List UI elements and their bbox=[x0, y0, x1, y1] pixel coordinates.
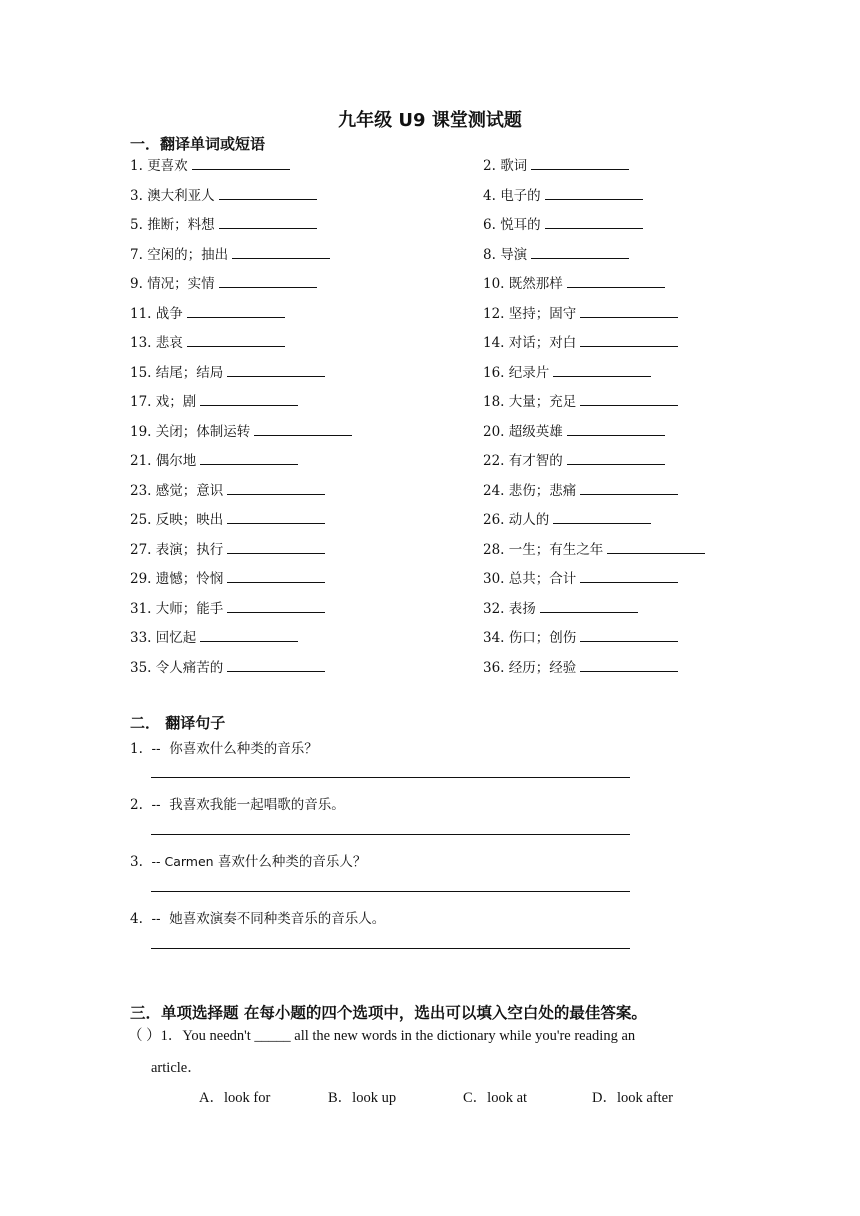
vocab-number: 28. bbox=[483, 541, 505, 558]
vocab-item-33 bbox=[130, 626, 298, 646]
vocab-number: 36. bbox=[483, 659, 505, 676]
vocab-blank[interactable] bbox=[227, 510, 325, 524]
vocab-number: 21. bbox=[130, 453, 152, 469]
vocab-item-29 bbox=[130, 567, 325, 587]
vocab-term: 超级英雄 bbox=[508, 423, 563, 440]
vocab-item-34 bbox=[483, 626, 678, 646]
vocab-item-24 bbox=[483, 479, 678, 499]
question-text: You needn't _____ all the new words in the dictionary while you're reading an bbox=[182, 1028, 636, 1044]
vocab-term: 推断；料想 bbox=[147, 217, 215, 233]
vocab-item-12 bbox=[483, 302, 678, 322]
vocab-number: 14. bbox=[483, 335, 505, 351]
vocab-term: 回忆起 bbox=[155, 630, 197, 646]
vocab-item-31 bbox=[130, 597, 325, 617]
vocab-term: 纪录片 bbox=[508, 364, 550, 381]
vocab-term: 关闭；体制运转 bbox=[155, 423, 251, 440]
vocab-item-2 bbox=[483, 154, 629, 174]
vocab-number: 7. bbox=[130, 246, 143, 263]
vocab-item-35 bbox=[130, 656, 325, 676]
vocab-blank[interactable] bbox=[227, 363, 325, 377]
vocab-blank[interactable] bbox=[580, 333, 678, 347]
vocab-blank[interactable] bbox=[607, 540, 705, 554]
answer-line-2[interactable] bbox=[151, 834, 630, 835]
sentence-dash: -- bbox=[151, 854, 161, 869]
vocab-item-25 bbox=[130, 508, 325, 528]
sentence-text: 你喜欢什么种类的音乐？ bbox=[169, 741, 318, 757]
vocab-term: 更喜欢 bbox=[147, 158, 188, 174]
vocab-number: 2. bbox=[483, 158, 496, 174]
sentence-number: 4. bbox=[130, 911, 143, 927]
sentence-text: 喜欢什么种类的音乐人？ bbox=[217, 854, 367, 870]
vocab-number: 5. bbox=[130, 217, 143, 233]
vocab-term: 经历；经验 bbox=[508, 659, 577, 676]
vocab-item-36 bbox=[483, 656, 678, 676]
vocab-term: 偶尔地 bbox=[155, 453, 197, 469]
vocab-blank[interactable] bbox=[540, 599, 638, 613]
option-a[interactable]: A．look for bbox=[199, 1090, 271, 1106]
vocab-term: 空闲的；抽出 bbox=[147, 246, 229, 263]
vocab-blank[interactable] bbox=[580, 658, 678, 672]
vocab-term: 令人痛苦的 bbox=[155, 659, 224, 676]
vocab-term: 悲伤；悲痛 bbox=[508, 482, 577, 499]
vocab-blank[interactable] bbox=[580, 481, 678, 495]
vocab-number: 11. bbox=[130, 305, 152, 322]
answer-line-1[interactable] bbox=[151, 777, 630, 778]
vocab-item-28 bbox=[483, 538, 705, 558]
answer-paren[interactable]: （ ） bbox=[128, 1028, 161, 1044]
vocab-blank[interactable] bbox=[227, 540, 325, 554]
vocab-item-3 bbox=[130, 184, 317, 204]
sentence-item-4 bbox=[130, 907, 385, 927]
vocab-number: 24. bbox=[483, 482, 505, 499]
page-title: 九年级 U9 课堂测试题 bbox=[338, 110, 522, 131]
vocab-number: 15. bbox=[130, 364, 152, 381]
vocab-item-32 bbox=[483, 597, 638, 617]
vocab-item-26 bbox=[483, 508, 651, 528]
vocab-item-14 bbox=[483, 331, 678, 351]
vocab-item-23 bbox=[130, 479, 325, 499]
vocab-term: 感觉；意识 bbox=[155, 482, 224, 499]
vocab-term: 大量；充足 bbox=[508, 394, 577, 410]
vocab-number: 32. bbox=[483, 600, 505, 617]
vocab-item-7 bbox=[130, 243, 330, 263]
vocab-blank[interactable] bbox=[553, 363, 651, 377]
option-c[interactable]: C．look at bbox=[463, 1090, 528, 1106]
vocab-item-21 bbox=[130, 449, 298, 469]
vocab-item-1 bbox=[130, 154, 290, 174]
vocab-number: 16. bbox=[483, 364, 505, 381]
vocab-item-20 bbox=[483, 420, 665, 440]
section2-heading: 二． 翻译句子 bbox=[130, 714, 226, 732]
option-d[interactable]: D．look after bbox=[592, 1090, 673, 1106]
vocab-item-10 bbox=[483, 272, 665, 292]
sentence-latin-name: Carmen bbox=[164, 854, 214, 869]
vocab-number: 4. bbox=[483, 187, 496, 204]
option-b[interactable]: B．look up bbox=[328, 1090, 397, 1106]
vocab-number: 6. bbox=[483, 217, 496, 233]
vocab-blank[interactable] bbox=[219, 215, 317, 229]
sentence-number: 2. bbox=[130, 797, 143, 813]
vocab-blank[interactable] bbox=[227, 599, 325, 613]
vocab-item-5 bbox=[130, 213, 317, 233]
vocab-term: 表扬 bbox=[508, 600, 536, 617]
vocab-item-22 bbox=[483, 449, 665, 469]
vocab-term: 既然那样 bbox=[508, 276, 563, 292]
vocab-blank[interactable] bbox=[567, 451, 665, 465]
vocab-number: 1. bbox=[130, 158, 143, 174]
vocab-term: 遗憾；怜悯 bbox=[155, 571, 224, 587]
vocab-blank[interactable] bbox=[545, 186, 643, 200]
vocab-blank[interactable] bbox=[200, 392, 298, 406]
vocab-number: 26. bbox=[483, 512, 505, 528]
answer-line-3[interactable] bbox=[151, 891, 630, 892]
vocab-number: 9. bbox=[130, 276, 143, 292]
sentence-dash: -- bbox=[151, 741, 161, 757]
vocab-item-30 bbox=[483, 567, 678, 587]
sentence-text: 她喜欢演奏不同种类音乐的音乐人。 bbox=[169, 911, 386, 927]
vocab-term: 悦耳的 bbox=[500, 217, 541, 233]
vocab-number: 17. bbox=[130, 394, 152, 410]
vocab-blank[interactable] bbox=[200, 451, 298, 465]
vocab-term: 有才智的 bbox=[508, 453, 563, 469]
vocab-blank[interactable] bbox=[531, 245, 629, 259]
answer-line-4[interactable] bbox=[151, 948, 630, 949]
sentence-item-1 bbox=[130, 737, 318, 757]
sentence-dash: -- bbox=[151, 911, 161, 927]
vocab-number: 18. bbox=[483, 394, 505, 410]
sentence-dash: -- bbox=[151, 797, 161, 813]
vocab-blank[interactable] bbox=[232, 245, 330, 259]
question-number: 1． bbox=[160, 1028, 183, 1044]
vocab-blank[interactable] bbox=[192, 156, 290, 170]
vocab-blank[interactable] bbox=[580, 569, 678, 583]
vocab-term: 导演 bbox=[500, 246, 528, 263]
vocab-blank[interactable] bbox=[553, 510, 651, 524]
question-1-continuation: article． bbox=[151, 1060, 202, 1076]
vocab-number: 23. bbox=[130, 482, 152, 499]
vocab-item-13 bbox=[130, 331, 285, 351]
vocab-term: 情况；实情 bbox=[147, 276, 215, 292]
vocab-blank[interactable] bbox=[580, 628, 678, 642]
vocab-blank[interactable] bbox=[227, 481, 325, 495]
section1-heading: 一．翻译单词或短语 bbox=[130, 135, 266, 153]
vocab-blank[interactable] bbox=[580, 392, 678, 406]
vocab-term: 战争 bbox=[155, 305, 183, 322]
vocab-item-11 bbox=[130, 302, 285, 322]
vocab-blank[interactable] bbox=[227, 658, 325, 672]
vocab-item-8 bbox=[483, 243, 629, 263]
vocab-blank[interactable] bbox=[531, 156, 629, 170]
vocab-item-15 bbox=[130, 361, 325, 381]
vocab-number: 3. bbox=[130, 187, 143, 204]
vocab-number: 13. bbox=[130, 335, 152, 351]
sentence-text: 我喜欢我能一起唱歌的音乐。 bbox=[169, 797, 345, 813]
vocab-item-27 bbox=[130, 538, 325, 558]
vocab-number: 35. bbox=[130, 659, 152, 676]
vocab-blank[interactable] bbox=[187, 304, 285, 318]
vocab-item-18 bbox=[483, 390, 678, 410]
vocab-blank[interactable] bbox=[227, 569, 325, 583]
vocab-blank[interactable] bbox=[254, 422, 352, 436]
vocab-term: 坚持；固守 bbox=[508, 305, 577, 322]
vocab-item-16 bbox=[483, 361, 651, 381]
sentence-number: 3. bbox=[130, 854, 143, 870]
vocab-blank[interactable] bbox=[580, 304, 678, 318]
vocab-blank[interactable] bbox=[219, 274, 317, 288]
section3-heading: 三．单项选择题 在每小题的四个选项中，选出可以填入空白处的最佳答案。 bbox=[130, 1004, 647, 1022]
vocab-term: 电子的 bbox=[500, 187, 541, 204]
vocab-term: 表演；执行 bbox=[155, 541, 224, 558]
vocab-number: 30. bbox=[483, 571, 505, 587]
vocab-number: 20. bbox=[483, 423, 505, 440]
vocab-number: 25. bbox=[130, 512, 152, 528]
vocab-number: 12. bbox=[483, 305, 505, 322]
vocab-number: 34. bbox=[483, 630, 505, 646]
vocab-blank[interactable] bbox=[219, 186, 317, 200]
vocab-item-4 bbox=[483, 184, 643, 204]
vocab-term: 对话；对白 bbox=[508, 335, 577, 351]
vocab-blank[interactable] bbox=[567, 274, 665, 288]
vocab-term: 结尾；结局 bbox=[155, 364, 224, 381]
vocab-number: 10. bbox=[483, 276, 505, 292]
vocab-blank[interactable] bbox=[567, 422, 665, 436]
sentence-number: 1. bbox=[130, 741, 143, 757]
vocab-term: 悲哀 bbox=[155, 335, 183, 351]
vocab-term: 伤口；创伤 bbox=[508, 630, 577, 646]
vocab-item-6 bbox=[483, 213, 643, 233]
sentence-item-3 bbox=[130, 850, 366, 870]
vocab-term: 动人的 bbox=[508, 512, 550, 528]
vocab-blank[interactable] bbox=[187, 333, 285, 347]
vocab-term: 大师；能手 bbox=[155, 600, 224, 617]
vocab-term: 总共；合计 bbox=[508, 571, 577, 587]
vocab-blank[interactable] bbox=[200, 628, 298, 642]
vocab-number: 19. bbox=[130, 423, 152, 440]
vocab-number: 29. bbox=[130, 571, 152, 587]
vocab-number: 31. bbox=[130, 600, 152, 617]
vocab-item-19 bbox=[130, 420, 352, 440]
sentence-item-2 bbox=[130, 793, 345, 813]
vocab-number: 22. bbox=[483, 453, 505, 469]
vocab-term: 戏；剧 bbox=[155, 394, 197, 410]
vocab-number: 33. bbox=[130, 630, 152, 646]
vocab-blank[interactable] bbox=[545, 215, 643, 229]
vocab-item-9 bbox=[130, 272, 317, 292]
vocab-term: 澳大利亚人 bbox=[147, 187, 215, 204]
vocab-number: 27. bbox=[130, 541, 152, 558]
vocab-term: 反映；映出 bbox=[155, 512, 224, 528]
vocab-number: 8. bbox=[483, 246, 496, 263]
question-1 bbox=[128, 1024, 635, 1045]
vocab-item-17 bbox=[130, 390, 298, 410]
vocab-term: 歌词 bbox=[500, 158, 528, 174]
vocab-term: 一生；有生之年 bbox=[508, 541, 604, 558]
